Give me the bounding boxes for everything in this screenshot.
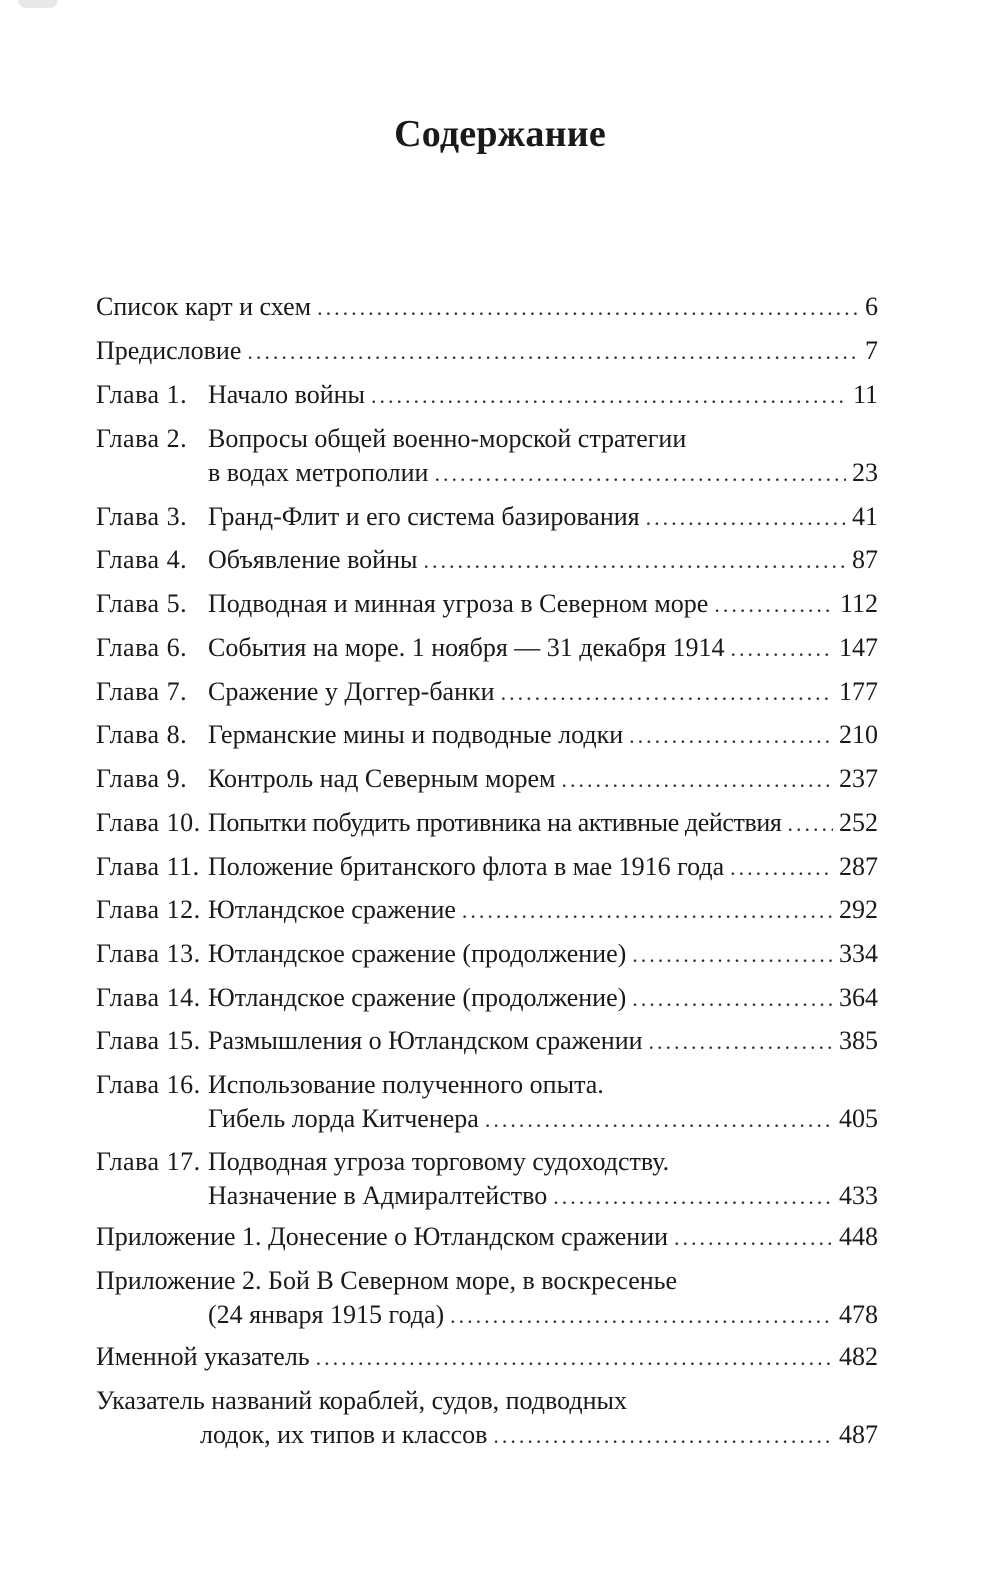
page-number: 252 [839,808,878,837]
page-number: 112 [839,589,878,618]
entry-title-continued: (24 января 1915 года) [208,1300,445,1329]
entry-title: Предисловие [96,336,242,365]
page-title: Содержание [394,113,606,155]
entry-title: Размышления о Ютландском сражении [208,1026,643,1055]
dot-leader [247,335,859,369]
dot-leader [316,1341,833,1375]
dot-leader [501,676,833,710]
page-number: 287 [839,852,878,881]
dot-leader [561,763,833,797]
toc-entry [96,718,878,752]
entry-title: Положение британского флота в мае 1916 года [208,852,725,881]
page-number: 23 [852,458,878,487]
toc-entry [96,1024,878,1058]
dot-leader [434,457,846,491]
chapter-label: Глава 17. [96,1147,201,1176]
toc-entry [96,1145,878,1213]
page-number: 11 [852,380,878,409]
chapter-label: Глава 1. [96,380,188,409]
dot-leader [450,1299,833,1333]
chapter-label: Глава 4. [96,545,188,574]
page-number: 478 [839,1300,878,1329]
toc-entry [96,675,878,709]
dot-leader [462,894,833,928]
toc-entry [96,893,878,927]
dot-leader [731,632,833,666]
chapter-label: Глава 5. [96,589,188,618]
chapter-label: Глава 14. [96,983,201,1012]
chapter-label: Глава 15. [96,1026,201,1055]
entry-title: Сражение у Доггер-банки [208,677,495,706]
toc-entry [96,850,878,884]
chapter-label: Глава 3. [96,502,188,531]
entry-title: Именной указатель [96,1342,310,1371]
toc-entry [96,1220,878,1254]
entry-title: Использование полученного опыта. [208,1070,604,1099]
page-number: 385 [839,1026,878,1055]
page-number: 292 [839,895,878,924]
chapter-label: Глава 13. [96,939,201,968]
toc-entry [96,762,878,796]
chapter-label: Глава 2. [96,424,188,453]
entry-title: Попытки побудить противника на активные действия [208,808,782,837]
toc-entry [96,1384,878,1452]
dot-leader [730,851,833,885]
entry-title-continued: Назначение в Адмиралтейство [208,1181,548,1210]
toc-entry [96,543,878,577]
page-number: 237 [839,764,878,793]
entry-title: Ютландское сражение (продолжение) [208,939,627,968]
chapter-label: Глава 6. [96,633,188,662]
chapter-label: Глава 16. [96,1070,201,1099]
chapter-label: Глава 10. [96,808,201,837]
entry-title: Ютландское сражение [208,895,456,924]
chapter-label: Глава 8. [96,720,188,749]
toc-entry [96,981,878,1015]
dot-leader [674,1221,833,1255]
entry-title: Приложение 1. Донесение о Ютландском сражении [96,1222,669,1251]
page-number: 433 [839,1181,878,1210]
entry-title-continued: лодок, их типов и классов [200,1420,488,1449]
entry-title: Подводная угроза торговому судоходству. [208,1147,670,1176]
entry-title: Ютландское сражение (продолжение) [208,983,627,1012]
dot-leader [632,938,833,972]
entry-title: Гранд-Флит и его система базирования [208,502,640,531]
dot-leader [787,807,833,841]
page-number: 210 [839,720,878,749]
chapter-label: Глава 7. [96,677,188,706]
toc-entry [96,500,878,534]
toc-entry [96,334,878,368]
entry-title: Приложение 2. Бой В Северном море, в воскресенье [96,1266,678,1295]
toc-entry [96,290,878,324]
dot-leader [553,1180,833,1214]
toc-entry [96,378,878,412]
dot-leader [649,1025,833,1059]
entry-title: Список карт и схем [96,292,312,321]
page-number: 334 [839,939,878,968]
toc-entry [96,1340,878,1374]
dot-leader [632,982,833,1016]
dot-leader [629,719,833,753]
page-number: 448 [839,1222,878,1251]
dot-leader [485,1103,833,1137]
toc-entry [96,587,878,621]
toc-entry [96,937,878,971]
page-number: 487 [839,1420,878,1449]
dot-leader [646,501,846,535]
toc-entry [96,1068,878,1136]
page-number: 177 [839,677,878,706]
page-number: 364 [839,983,878,1012]
chapter-label: Глава 12. [96,895,201,924]
entry-title-continued: Гибель лорда Китченера [208,1104,479,1133]
dot-leader [371,379,847,413]
entry-title: Контроль над Северным морем [208,764,556,793]
toc-entry [96,1264,878,1332]
dot-leader [714,588,834,622]
page-number: 6 [865,292,878,321]
dot-leader [493,1419,833,1453]
page-number: 87 [852,545,878,574]
entry-title: Объявление войны [208,545,418,574]
page-number: 7 [865,336,878,365]
entry-title: Вопросы общей военно-морской стратегии [208,424,687,453]
chapter-label: Глава 11. [96,852,200,881]
toc-entry [96,806,878,840]
dot-leader [317,291,859,325]
page-number: 41 [852,502,878,531]
dot-leader [423,544,846,578]
toc-entry [96,631,878,665]
entry-title: Германские мины и подводные лодки [208,720,624,749]
page-number: 405 [839,1104,878,1133]
entry-title: Начало войны [208,380,365,409]
chapter-label: Глава 9. [96,764,188,793]
entry-title: Подводная и минная угроза в Северном море [208,589,709,618]
entry-title: События на море. 1 ноября — 31 декабря 1914 [208,633,725,662]
entry-title: Указатель названий кораблей, судов, подводных [96,1386,627,1415]
page-number: 482 [839,1342,878,1371]
toc-entry [96,422,878,490]
page-number: 147 [839,633,878,662]
entry-title-continued: в водах метрополии [208,458,429,487]
